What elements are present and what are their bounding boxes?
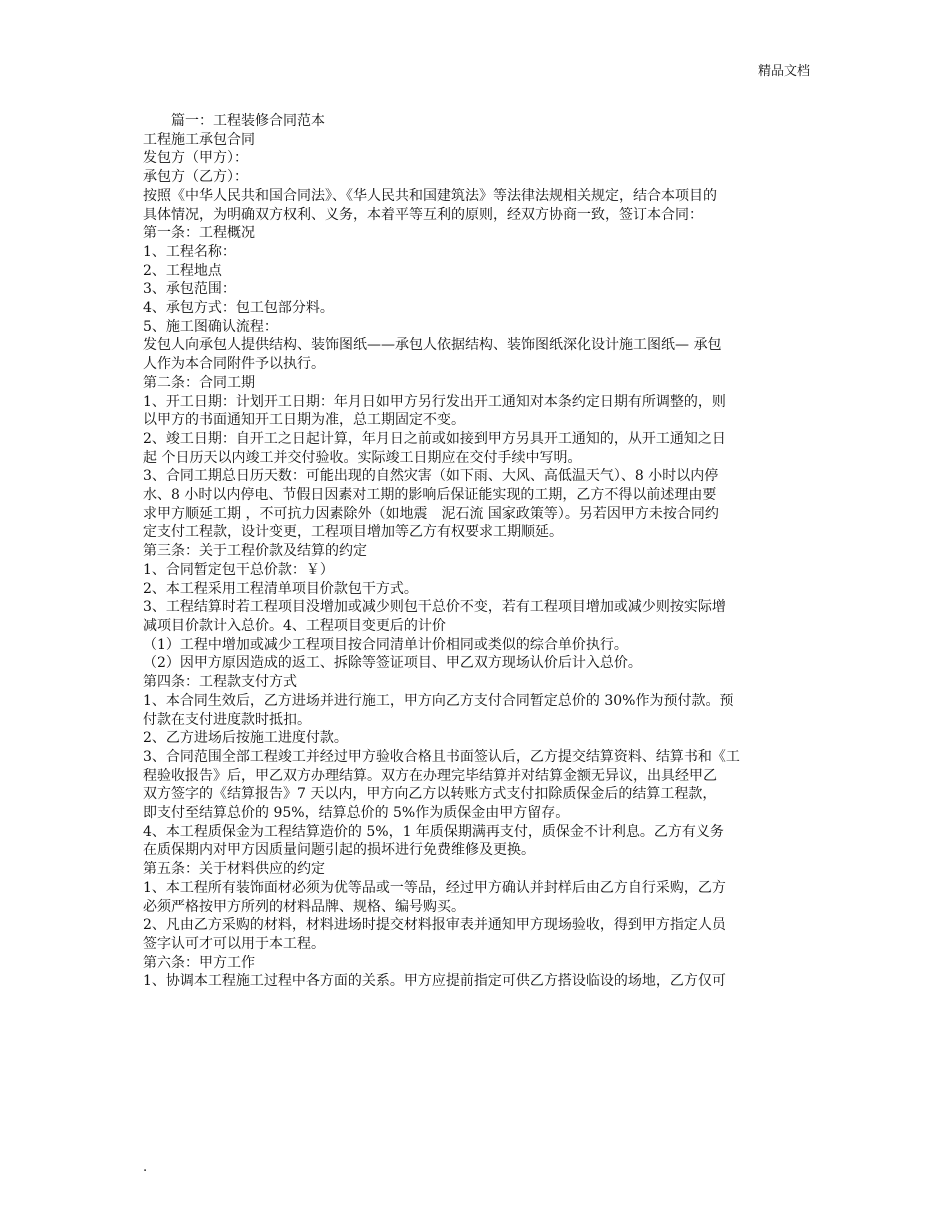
- text-line: 第六条：甲方工作: [143, 954, 255, 971]
- text-line: 2、乙方进场后按施工进度付款。: [143, 730, 348, 747]
- text-line: 4、承包方式：包工包部分料。: [143, 300, 334, 317]
- text-line: 1、开工日期：计划开工日期：年月日如甲方另行发出开工通知对本条约定日期有所调整的，则: [143, 393, 726, 410]
- text-line: 工程施工承包合同: [143, 131, 255, 148]
- text-line: （2）因甲方原因造成的返工、拆除等签证项目、甲乙双方现场认价后计入总价。: [143, 655, 642, 672]
- text-line: 按照《中华人民共和国合同法》、《华人民共和国建筑法》等法律法规相关规定，结合本项目的: [143, 187, 717, 204]
- text-line: 2、本工程采用工程清单项目价款包干方式。: [143, 580, 418, 597]
- text-line: 双方签字的《结算报告》7 天以内，甲方向乙方以转账方式支付扣除质保金后的结算工程款，: [143, 786, 717, 803]
- text-line: 发包人向承包人提供结构、装饰图纸——承包人依据结构、装饰图纸深化设计施工图纸— 承包: [143, 337, 722, 354]
- text-line: 起 个日历天以内竣工并交付验收。实际竣工日期应在交付手续中写明。: [143, 449, 582, 466]
- text-line: 减项目价款计入总价。4、工程项目变更后的计价: [143, 617, 446, 634]
- text-line: 1、协调本工程施工过程中各方面的关系。甲方应提前指定可供乙方搭设临设的场地，乙方仅可: [143, 973, 726, 990]
- text-line: 3、承包范围：: [143, 281, 236, 298]
- text-line: 3、工程结算时若工程项目没增加或减少则包干总价不变，若有工程项目增加或减少则按实际增: [143, 599, 726, 616]
- text-line: （1）工程中增加或减少工程项目按合同清单计价相同或类似的综合单价执行。: [143, 636, 628, 653]
- text-line: 3、合同工期总日历天数：可能出现的自然灾害（如下雨、大风、高低温天气）、8 小时以内停: [143, 468, 719, 485]
- page-header: 精品文档: [757, 64, 810, 79]
- document-body: [143, 112, 815, 991]
- text-line: 3、合同范围全部工程竣工并经过甲方验收合格且书面签认后，乙方提交结算资料、结算书和《工: [143, 748, 740, 765]
- text-line: 付款在支付进度款时抵扣。: [143, 711, 311, 728]
- text-line: 第五条：关于材料供应的约定: [143, 861, 325, 878]
- text-line: 以甲方的书面通知开工日期为准，总工期固定不变。: [143, 412, 465, 429]
- text-line: 2、凡由乙方采购的材料，材料进场时提交材料报审表并通知甲方现场验收，得到甲方指定人员: [143, 917, 726, 934]
- text-line: 第一条：工程概况: [143, 225, 255, 242]
- text-line: 4、本工程质保金为工程结算造价的 5%，1 年质保期满再支付，质保金不计利息。乙方有义务: [143, 823, 724, 840]
- text-line: 水、8 小时以内停电、节假日因素对工期的影响后保证能实现的工期，乙方不得以前述理由要: [143, 487, 717, 504]
- text-line: 1、本工程所有装饰面材必须为优等品或一等品，经过甲方确认并封样后由乙方自行采购，乙方: [143, 879, 726, 896]
- text-line: 必须严格按甲方所列的材料品牌、规格、编号购买。: [143, 898, 465, 915]
- text-line: 人作为本合同附件予以执行。: [143, 356, 325, 373]
- text-line: 发包方（甲方）：: [143, 150, 248, 167]
- text-line: 承包方（乙方）：: [143, 169, 248, 186]
- page-footer: .: [143, 1160, 148, 1175]
- text-line: 1、合同暂定包干总价款：￥）: [143, 561, 334, 578]
- text-line: 2、竣工日期：自开工之日起计算，年月日之前或如接到甲方另具开工通知的，从开工通知之日: [143, 430, 726, 447]
- text-line: 求甲方顺延工期 ，不可抗力因素除外（如地震 泥石流 国家政策等）。另若因甲方未按合同约: [143, 505, 719, 522]
- text-line: 1、工程名称：: [143, 243, 236, 260]
- text-line: 即支付至结算总价的 95%，结算总价的 5%作为质保金由甲方留存。: [143, 805, 570, 822]
- text-line: 第三条：关于工程价款及结算的约定: [143, 543, 367, 560]
- text-line: 定支付工程款，设计变更，工程项目增加等乙方有权要求工期顺延。: [143, 524, 563, 541]
- text-line: 2、工程地点: [143, 262, 222, 279]
- text-line: 第四条：工程款支付方式: [143, 674, 297, 691]
- text-line: 1、本合同生效后，乙方进场并进行施工，甲方向乙方支付合同暂定总价的 30%作为预付款。预: [143, 692, 734, 709]
- text-line: 签字认可才可以用于本工程。: [143, 935, 325, 952]
- text-line: 程验收报告》后，甲乙双方办理结算。双方在办理完毕结算并对结算金额无异议，出具经甲乙: [143, 767, 717, 784]
- text-line: 第二条：合同工期: [143, 374, 255, 391]
- text-line: 5、施工图确认流程：: [143, 318, 278, 335]
- text-line: 具体情况，为明确双方权利、义务，本着平等互利的原则，经双方协商一致，签订本合同：: [143, 206, 703, 223]
- text-line: 在质保期内对甲方因质量问题引起的损坏进行免费维修及更换。: [143, 842, 535, 859]
- text-line: 篇一：工程装修合同范本: [143, 113, 325, 129]
